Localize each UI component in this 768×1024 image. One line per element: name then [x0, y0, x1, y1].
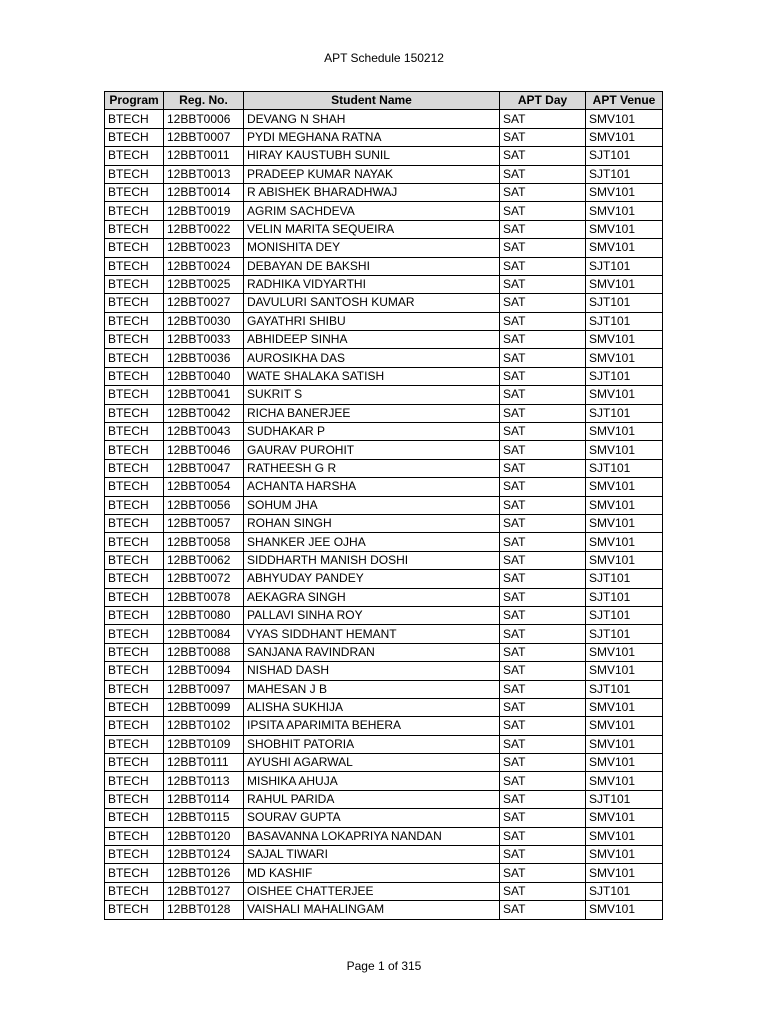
- student-name-cell: MD KASHIF: [244, 864, 500, 882]
- program-cell: BTECH: [105, 239, 164, 257]
- apt-venue-cell: SMV101: [586, 441, 663, 459]
- student-name-cell: VAISHALI MAHALINGAM: [244, 901, 500, 919]
- table-row: [105, 165, 663, 183]
- reg-no-cell: 12BBT0111: [164, 754, 244, 772]
- table-row: [105, 331, 663, 349]
- apt-venue-cell: SJT101: [586, 570, 663, 588]
- page-number: Page 1 of 315: [346, 959, 422, 973]
- program-cell: BTECH: [105, 514, 164, 532]
- student-name-cell: PYDI MEGHANA RATNA: [244, 128, 500, 146]
- reg-no-cell: 12BBT0022: [164, 220, 244, 238]
- document-title: APT Schedule 150212: [324, 51, 444, 65]
- reg-no-cell: 12BBT0094: [164, 662, 244, 680]
- apt-day-cell: SAT: [500, 901, 586, 919]
- table-row: [105, 901, 663, 919]
- apt-day-cell: SAT: [500, 423, 586, 441]
- reg-no-cell: 12BBT0078: [164, 588, 244, 606]
- program-cell: BTECH: [105, 735, 164, 753]
- reg-no-cell: 12BBT0007: [164, 128, 244, 146]
- table-row: [105, 551, 663, 569]
- reg-no-cell: 12BBT0043: [164, 423, 244, 441]
- table-row: [105, 220, 663, 238]
- program-cell: BTECH: [105, 478, 164, 496]
- apt-day-cell: SAT: [500, 183, 586, 201]
- student-name-cell: PRADEEP KUMAR NAYAK: [244, 165, 500, 183]
- table-header-row: [105, 92, 663, 110]
- table-row: [105, 882, 663, 900]
- schedule-table: [104, 91, 663, 920]
- student-name-cell: WATE SHALAKA SATISH: [244, 367, 500, 385]
- table-row: [105, 754, 663, 772]
- student-name-cell: NISHAD DASH: [244, 662, 500, 680]
- apt-day-cell: SAT: [500, 643, 586, 661]
- apt-day-cell: SAT: [500, 478, 586, 496]
- program-cell: BTECH: [105, 441, 164, 459]
- program-cell: BTECH: [105, 772, 164, 790]
- program-cell: BTECH: [105, 606, 164, 624]
- table-row: [105, 349, 663, 367]
- student-name-cell: R ABISHEK BHARADHWAJ: [244, 183, 500, 201]
- apt-day-cell: SAT: [500, 662, 586, 680]
- apt-day-cell: SAT: [500, 220, 586, 238]
- apt-venue-cell: SJT101: [586, 257, 663, 275]
- table-row: [105, 110, 663, 128]
- apt-venue-cell: SMV101: [586, 423, 663, 441]
- student-name-cell: SHANKER JEE OJHA: [244, 533, 500, 551]
- program-cell: BTECH: [105, 662, 164, 680]
- program-cell: BTECH: [105, 459, 164, 477]
- student-name-cell: IPSITA APARIMITA BEHERA: [244, 717, 500, 735]
- apt-venue-cell: SJT101: [586, 404, 663, 422]
- reg-no-cell: 12BBT0040: [164, 367, 244, 385]
- apt-day-cell: SAT: [500, 110, 586, 128]
- reg-no-cell: 12BBT0057: [164, 514, 244, 532]
- student-name-cell: HIRAY KAUSTUBH SUNIL: [244, 147, 500, 165]
- apt-venue-cell: SMV101: [586, 110, 663, 128]
- program-cell: BTECH: [105, 349, 164, 367]
- apt-venue-cell: SMV101: [586, 717, 663, 735]
- program-cell: BTECH: [105, 846, 164, 864]
- apt-venue-cell: SMV101: [586, 735, 663, 753]
- reg-no-cell: 12BBT0025: [164, 275, 244, 293]
- apt-venue-cell: SMV101: [586, 514, 663, 532]
- apt-venue-cell: SJT101: [586, 367, 663, 385]
- reg-no-cell: 12BBT0056: [164, 496, 244, 514]
- table-row: [105, 294, 663, 312]
- student-name-cell: SUDHAKAR P: [244, 423, 500, 441]
- student-name-cell: PALLAVI SINHA ROY: [244, 606, 500, 624]
- reg-no-cell: 12BBT0124: [164, 846, 244, 864]
- program-cell: BTECH: [105, 147, 164, 165]
- apt-day-cell: SAT: [500, 147, 586, 165]
- table-row: [105, 698, 663, 716]
- apt-day-cell: SAT: [500, 128, 586, 146]
- apt-day-cell: SAT: [500, 275, 586, 293]
- program-cell: BTECH: [105, 183, 164, 201]
- apt-venue-cell: SMV101: [586, 202, 663, 220]
- program-cell: BTECH: [105, 809, 164, 827]
- reg-no-cell: 12BBT0024: [164, 257, 244, 275]
- table-row: [105, 441, 663, 459]
- apt-venue-cell: SJT101: [586, 882, 663, 900]
- student-name-cell: SHOBHIT PATORIA: [244, 735, 500, 753]
- program-cell: BTECH: [105, 588, 164, 606]
- program-cell: BTECH: [105, 386, 164, 404]
- table-row: [105, 257, 663, 275]
- student-name-cell: OISHEE CHATTERJEE: [244, 882, 500, 900]
- header-program: Program: [105, 92, 164, 110]
- header-student-name: Student Name: [244, 92, 500, 110]
- apt-day-cell: SAT: [500, 202, 586, 220]
- apt-venue-cell: SMV101: [586, 331, 663, 349]
- student-name-cell: ACHANTA HARSHA: [244, 478, 500, 496]
- student-name-cell: SUKRIT S: [244, 386, 500, 404]
- apt-venue-cell: SMV101: [586, 754, 663, 772]
- apt-day-cell: SAT: [500, 790, 586, 808]
- reg-no-cell: 12BBT0036: [164, 349, 244, 367]
- program-cell: BTECH: [105, 643, 164, 661]
- apt-venue-cell: SJT101: [586, 790, 663, 808]
- apt-venue-cell: SMV101: [586, 662, 663, 680]
- apt-venue-cell: SMV101: [586, 496, 663, 514]
- apt-venue-cell: SJT101: [586, 165, 663, 183]
- apt-day-cell: SAT: [500, 625, 586, 643]
- table-row: [105, 588, 663, 606]
- reg-no-cell: 12BBT0088: [164, 643, 244, 661]
- apt-day-cell: SAT: [500, 331, 586, 349]
- student-name-cell: ROHAN SINGH: [244, 514, 500, 532]
- table-row: [105, 183, 663, 201]
- student-name-cell: AGRIM SACHDEVA: [244, 202, 500, 220]
- program-cell: BTECH: [105, 864, 164, 882]
- table-row: [105, 846, 663, 864]
- reg-no-cell: 12BBT0099: [164, 698, 244, 716]
- apt-day-cell: SAT: [500, 754, 586, 772]
- reg-no-cell: 12BBT0019: [164, 202, 244, 220]
- program-cell: BTECH: [105, 404, 164, 422]
- apt-venue-cell: SJT101: [586, 459, 663, 477]
- apt-day-cell: SAT: [500, 312, 586, 330]
- apt-day-cell: SAT: [500, 606, 586, 624]
- apt-day-cell: SAT: [500, 459, 586, 477]
- apt-day-cell: SAT: [500, 441, 586, 459]
- header-apt-day: APT Day: [500, 92, 586, 110]
- student-name-cell: ABHYUDAY PANDEY: [244, 570, 500, 588]
- table-row: [105, 809, 663, 827]
- table-row: [105, 367, 663, 385]
- table-row: [105, 147, 663, 165]
- table-row: [105, 643, 663, 661]
- program-cell: BTECH: [105, 257, 164, 275]
- table-row: [105, 312, 663, 330]
- apt-venue-cell: SJT101: [586, 147, 663, 165]
- table-row: [105, 533, 663, 551]
- program-cell: BTECH: [105, 165, 164, 183]
- apt-venue-cell: SMV101: [586, 643, 663, 661]
- apt-day-cell: SAT: [500, 809, 586, 827]
- student-name-cell: DEVANG N SHAH: [244, 110, 500, 128]
- student-name-cell: ALISHA SUKHIJA: [244, 698, 500, 716]
- apt-venue-cell: SMV101: [586, 864, 663, 882]
- student-name-cell: MAHESAN J B: [244, 680, 500, 698]
- table-row: [105, 275, 663, 293]
- reg-no-cell: 12BBT0109: [164, 735, 244, 753]
- apt-day-cell: SAT: [500, 533, 586, 551]
- student-name-cell: AYUSHI AGARWAL: [244, 754, 500, 772]
- student-name-cell: MISHIKA AHUJA: [244, 772, 500, 790]
- table-row: [105, 680, 663, 698]
- table-row: [105, 386, 663, 404]
- table-row: [105, 478, 663, 496]
- table-row: [105, 404, 663, 422]
- apt-venue-cell: SMV101: [586, 478, 663, 496]
- student-name-cell: SAJAL TIWARI: [244, 846, 500, 864]
- program-cell: BTECH: [105, 882, 164, 900]
- apt-venue-cell: SMV101: [586, 183, 663, 201]
- table-row: [105, 423, 663, 441]
- reg-no-cell: 12BBT0046: [164, 441, 244, 459]
- student-name-cell: RAHUL PARIDA: [244, 790, 500, 808]
- program-cell: BTECH: [105, 220, 164, 238]
- apt-day-cell: SAT: [500, 496, 586, 514]
- student-name-cell: SOURAV GUPTA: [244, 809, 500, 827]
- apt-venue-cell: SMV101: [586, 349, 663, 367]
- apt-day-cell: SAT: [500, 735, 586, 753]
- header-reg-no: Reg. No.: [164, 92, 244, 110]
- reg-no-cell: 12BBT0042: [164, 404, 244, 422]
- program-cell: BTECH: [105, 680, 164, 698]
- table-row: [105, 514, 663, 532]
- reg-no-cell: 12BBT0062: [164, 551, 244, 569]
- reg-no-cell: 12BBT0058: [164, 533, 244, 551]
- reg-no-cell: 12BBT0113: [164, 772, 244, 790]
- program-cell: BTECH: [105, 698, 164, 716]
- apt-venue-cell: SMV101: [586, 901, 663, 919]
- reg-no-cell: 12BBT0072: [164, 570, 244, 588]
- reg-no-cell: 12BBT0014: [164, 183, 244, 201]
- table-row: [105, 717, 663, 735]
- apt-day-cell: SAT: [500, 367, 586, 385]
- table-row: [105, 662, 663, 680]
- student-name-cell: SOHUM JHA: [244, 496, 500, 514]
- program-cell: BTECH: [105, 625, 164, 643]
- student-name-cell: SIDDHARTH MANISH DOSHI: [244, 551, 500, 569]
- program-cell: BTECH: [105, 128, 164, 146]
- student-name-cell: AEKAGRA SINGH: [244, 588, 500, 606]
- program-cell: BTECH: [105, 202, 164, 220]
- apt-venue-cell: SMV101: [586, 809, 663, 827]
- student-name-cell: VELIN MARITA SEQUEIRA: [244, 220, 500, 238]
- table-row: [105, 202, 663, 220]
- student-name-cell: DAVULURI SANTOSH KUMAR: [244, 294, 500, 312]
- apt-venue-cell: SMV101: [586, 846, 663, 864]
- program-cell: BTECH: [105, 754, 164, 772]
- apt-venue-cell: SJT101: [586, 680, 663, 698]
- apt-day-cell: SAT: [500, 404, 586, 422]
- program-cell: BTECH: [105, 717, 164, 735]
- table-row: [105, 772, 663, 790]
- program-cell: BTECH: [105, 551, 164, 569]
- table-row: [105, 570, 663, 588]
- reg-no-cell: 12BBT0097: [164, 680, 244, 698]
- apt-day-cell: SAT: [500, 864, 586, 882]
- apt-day-cell: SAT: [500, 588, 586, 606]
- apt-venue-cell: SJT101: [586, 312, 663, 330]
- program-cell: BTECH: [105, 423, 164, 441]
- student-name-cell: ABHIDEEP SINHA: [244, 331, 500, 349]
- apt-day-cell: SAT: [500, 257, 586, 275]
- apt-day-cell: SAT: [500, 349, 586, 367]
- apt-venue-cell: SMV101: [586, 533, 663, 551]
- reg-no-cell: 12BBT0102: [164, 717, 244, 735]
- apt-day-cell: SAT: [500, 680, 586, 698]
- apt-day-cell: SAT: [500, 239, 586, 257]
- table-row: [105, 496, 663, 514]
- reg-no-cell: 12BBT0128: [164, 901, 244, 919]
- reg-no-cell: 12BBT0006: [164, 110, 244, 128]
- apt-venue-cell: SMV101: [586, 772, 663, 790]
- reg-no-cell: 12BBT0011: [164, 147, 244, 165]
- apt-day-cell: SAT: [500, 514, 586, 532]
- reg-no-cell: 12BBT0115: [164, 809, 244, 827]
- reg-no-cell: 12BBT0027: [164, 294, 244, 312]
- header-apt-venue: APT Venue: [586, 92, 663, 110]
- apt-day-cell: SAT: [500, 827, 586, 845]
- apt-day-cell: SAT: [500, 846, 586, 864]
- program-cell: BTECH: [105, 331, 164, 349]
- apt-day-cell: SAT: [500, 570, 586, 588]
- reg-no-cell: 12BBT0126: [164, 864, 244, 882]
- student-name-cell: GAURAV PUROHIT: [244, 441, 500, 459]
- student-name-cell: DEBAYAN DE BAKSHI: [244, 257, 500, 275]
- table-row: [105, 459, 663, 477]
- student-name-cell: MONISHITA DEY: [244, 239, 500, 257]
- program-cell: BTECH: [105, 294, 164, 312]
- apt-day-cell: SAT: [500, 698, 586, 716]
- program-cell: BTECH: [105, 827, 164, 845]
- program-cell: BTECH: [105, 901, 164, 919]
- student-name-cell: RICHA BANERJEE: [244, 404, 500, 422]
- program-cell: BTECH: [105, 533, 164, 551]
- apt-venue-cell: SMV101: [586, 386, 663, 404]
- reg-no-cell: 12BBT0054: [164, 478, 244, 496]
- student-name-cell: SANJANA RAVINDRAN: [244, 643, 500, 661]
- program-cell: BTECH: [105, 496, 164, 514]
- student-name-cell: BASAVANNA LOKAPRIYA NANDAN: [244, 827, 500, 845]
- reg-no-cell: 12BBT0080: [164, 606, 244, 624]
- apt-venue-cell: SMV101: [586, 275, 663, 293]
- apt-venue-cell: SMV101: [586, 827, 663, 845]
- program-cell: BTECH: [105, 312, 164, 330]
- table-row: [105, 239, 663, 257]
- program-cell: BTECH: [105, 367, 164, 385]
- table-row: [105, 735, 663, 753]
- table-row: [105, 625, 663, 643]
- reg-no-cell: 12BBT0033: [164, 331, 244, 349]
- reg-no-cell: 12BBT0114: [164, 790, 244, 808]
- student-name-cell: RATHEESH G R: [244, 459, 500, 477]
- reg-no-cell: 12BBT0023: [164, 239, 244, 257]
- reg-no-cell: 12BBT0120: [164, 827, 244, 845]
- student-name-cell: GAYATHRI SHIBU: [244, 312, 500, 330]
- apt-venue-cell: SJT101: [586, 588, 663, 606]
- apt-day-cell: SAT: [500, 165, 586, 183]
- table-row: [105, 128, 663, 146]
- apt-venue-cell: SMV101: [586, 128, 663, 146]
- program-cell: BTECH: [105, 110, 164, 128]
- table-row: [105, 827, 663, 845]
- apt-venue-cell: SJT101: [586, 625, 663, 643]
- student-name-cell: AUROSIKHA DAS: [244, 349, 500, 367]
- table-row: [105, 606, 663, 624]
- apt-venue-cell: SMV101: [586, 239, 663, 257]
- reg-no-cell: 12BBT0084: [164, 625, 244, 643]
- program-cell: BTECH: [105, 275, 164, 293]
- apt-day-cell: SAT: [500, 772, 586, 790]
- table-body: [105, 110, 663, 919]
- reg-no-cell: 12BBT0047: [164, 459, 244, 477]
- reg-no-cell: 12BBT0127: [164, 882, 244, 900]
- apt-day-cell: SAT: [500, 551, 586, 569]
- apt-venue-cell: SJT101: [586, 606, 663, 624]
- apt-day-cell: SAT: [500, 717, 586, 735]
- table-row: [105, 864, 663, 882]
- apt-venue-cell: SMV101: [586, 698, 663, 716]
- apt-day-cell: SAT: [500, 294, 586, 312]
- apt-venue-cell: SMV101: [586, 551, 663, 569]
- reg-no-cell: 12BBT0013: [164, 165, 244, 183]
- program-cell: BTECH: [105, 570, 164, 588]
- apt-day-cell: SAT: [500, 386, 586, 404]
- reg-no-cell: 12BBT0041: [164, 386, 244, 404]
- apt-venue-cell: SMV101: [586, 220, 663, 238]
- reg-no-cell: 12BBT0030: [164, 312, 244, 330]
- apt-day-cell: SAT: [500, 882, 586, 900]
- table-row: [105, 790, 663, 808]
- program-cell: BTECH: [105, 790, 164, 808]
- student-name-cell: VYAS SIDDHANT HEMANT: [244, 625, 500, 643]
- apt-venue-cell: SJT101: [586, 294, 663, 312]
- student-name-cell: RADHIKA VIDYARTHI: [244, 275, 500, 293]
